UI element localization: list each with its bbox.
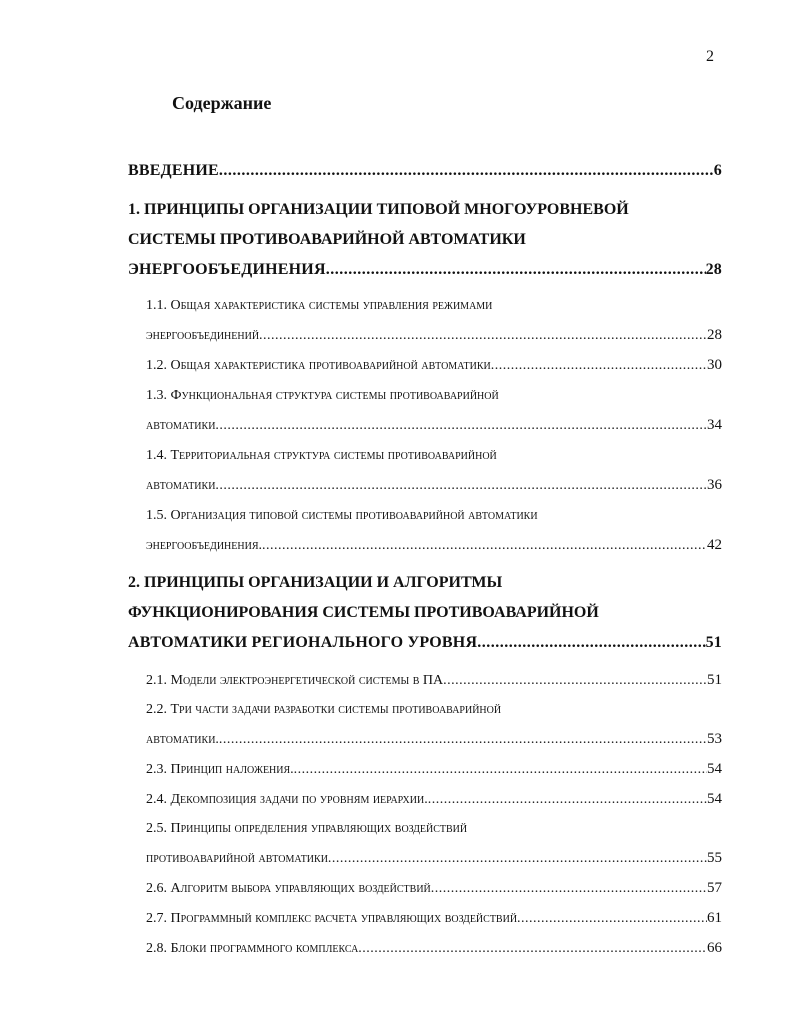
toc-entry-title-line: АВТОМАТИКИ РЕГИОНАЛЬНОГО УРОВНЯ	[128, 634, 478, 651]
toc-entry-page: 51	[705, 634, 722, 651]
dot-leader	[215, 478, 707, 494]
toc-title: Содержание	[172, 93, 272, 113]
dot-leader	[219, 162, 714, 180]
toc-entry-page: 53	[707, 731, 722, 747]
toc-entry-title-line: противоаварийной автоматики	[146, 851, 328, 866]
toc-entry-page: 28	[707, 327, 722, 343]
toc-entry-title: 2.4. Декомпозиция задачи по уровням иерархии.	[146, 792, 428, 807]
dot-leader	[358, 941, 707, 957]
toc-entry-title-line: автоматики.	[146, 732, 219, 747]
toc-entry-page: 55	[707, 850, 722, 866]
dot-leader	[431, 881, 707, 897]
dot-leader	[328, 851, 707, 867]
dot-leader	[428, 792, 707, 808]
toc-entry-title: 2.7. Программный комплекс расчета управляющих воздействий	[146, 911, 518, 926]
toc-entry-page: 57	[707, 880, 722, 896]
toc-entry-title-line: 2.2. Три части задачи разработки системы противоаварийной	[146, 702, 502, 717]
toc-entry-title-line: энергообъединений	[146, 328, 260, 343]
toc-entry-page: 36	[707, 477, 722, 493]
toc-entry-page: 61	[707, 910, 722, 926]
dot-leader	[215, 418, 707, 434]
toc-entry-title: ВВЕДЕНИЕ	[128, 162, 219, 179]
toc-entry-page: 54	[707, 761, 722, 777]
dot-leader	[491, 358, 707, 374]
dot-leader	[262, 538, 707, 554]
toc-entry-page: 51	[707, 672, 722, 688]
toc-entry-title-line: 1. ПРИНЦИПЫ ОРГАНИЗАЦИИ ТИПОВОЙ МНОГОУРОВНЕВОЙ	[128, 201, 629, 218]
toc-entry-title-line: ФУНКЦИОНИРОВАНИЯ СИСТЕМЫ ПРОТИВОАВАРИЙНОЙ	[128, 604, 599, 621]
dot-leader	[443, 673, 707, 689]
toc-entry-title-line: 1.3. Функциональная структура системы противоаварийной	[146, 388, 499, 403]
toc-entry-page: 6	[713, 162, 722, 179]
dot-leader	[517, 911, 707, 927]
toc-entry-title-line: 1.4. Территориальная структура системы противоаварийной	[146, 448, 497, 463]
toc-entry-page: 66	[707, 940, 722, 956]
dot-leader	[326, 261, 706, 279]
toc-entry-title-line: ЭНЕРГООБЪЕДИНЕНИЯ	[128, 261, 326, 278]
toc-entry-title: 2.1. Модели электроэнергетической системы в ПА	[146, 673, 444, 688]
toc-entry-title-line: 1.5. Организация типовой системы противоаварийной автоматики	[146, 508, 538, 523]
dot-leader	[219, 732, 707, 748]
dot-leader	[477, 634, 705, 652]
toc-entry-title-line: энергообъединения.	[146, 538, 262, 553]
toc-entry-page: 42	[707, 537, 722, 553]
toc-entry-title-line: СИСТЕМЫ ПРОТИВОАВАРИЙНОЙ АВТОМАТИКИ	[128, 231, 526, 248]
toc-entry-title: 2.3. Принцип наложения.	[146, 762, 294, 777]
toc-entry-title: 2.6. Алгоритм выбора управляющих воздействий	[146, 881, 431, 896]
toc-entry-title: 1.2. Общая характеристика противоаварийной автоматики	[146, 358, 491, 373]
toc-entry-page: 28	[705, 261, 722, 278]
toc-entry-title-line: 1.1. Общая характеристика системы управления режимами	[146, 298, 493, 313]
toc-entry-title-line: автоматики	[146, 478, 216, 493]
toc-entry-page: 34	[707, 417, 722, 433]
toc-entry-title: 2.8. Блоки программного комплекса	[146, 941, 359, 956]
toc-entry-page: 30	[707, 357, 722, 373]
toc-entry-title-line: 2. ПРИНЦИПЫ ОРГАНИЗАЦИИ И АЛГОРИТМЫ	[128, 574, 503, 591]
toc-entry-title-line: автоматики	[146, 418, 216, 433]
toc-entry-page: 54	[707, 791, 722, 807]
toc-entry-title-line: 2.5. Принципы определения управляющих воздействий	[146, 821, 468, 836]
dot-leader	[259, 328, 707, 344]
page-number: 2	[706, 48, 714, 65]
dot-leader	[294, 762, 707, 778]
